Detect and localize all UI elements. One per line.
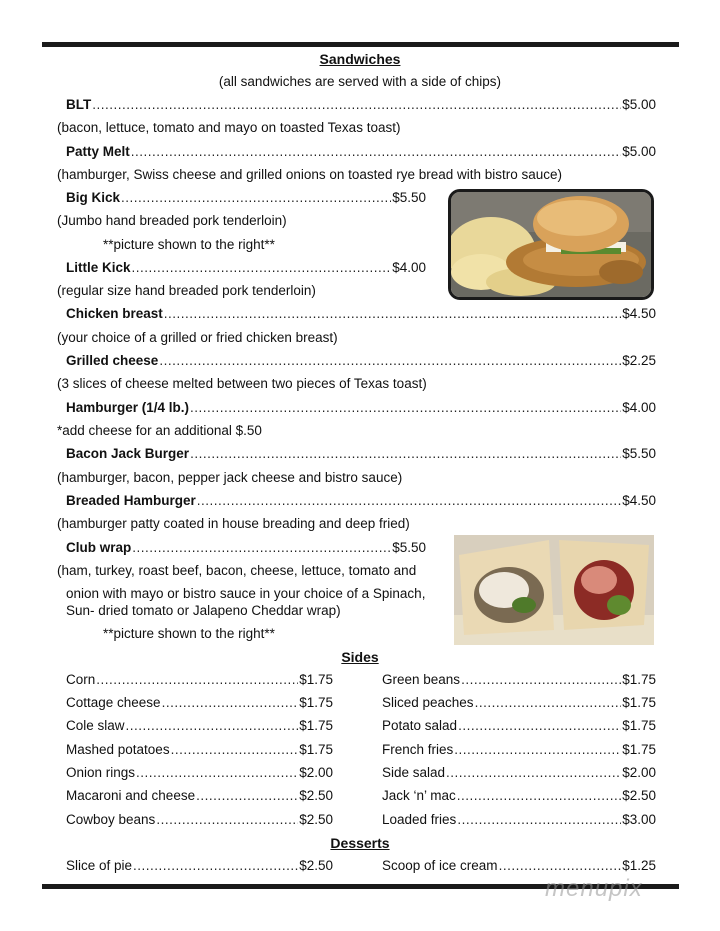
menu-item-blt	[66, 97, 656, 112]
item-price: $1.75	[622, 672, 656, 687]
item-price: $2.00	[299, 765, 333, 780]
item-name: BLT	[66, 97, 92, 112]
item-name: Hamburger (1/4 lb.)	[66, 400, 190, 415]
item-description: (regular size hand breaded pork tenderloin)	[57, 283, 316, 298]
item-price: $2.25	[622, 353, 656, 368]
item-name: Patty Melt	[66, 144, 130, 159]
item-description: (your choice of a grilled or fried chicken breast)	[57, 330, 338, 345]
item-price: $5.50	[392, 540, 426, 555]
menu-item-patty-melt	[66, 144, 656, 159]
tenderloin-sandwich-image	[451, 192, 651, 297]
item-price: $1.75	[622, 718, 656, 733]
item-name: Jack ‘n’ mac	[382, 788, 456, 803]
side-item	[66, 695, 333, 710]
item-price: $1.75	[622, 695, 656, 710]
side-item	[382, 718, 656, 733]
leader-dots	[159, 353, 621, 368]
item-name: Little Kick	[66, 260, 131, 275]
side-item	[382, 812, 656, 827]
leader-dots	[457, 812, 621, 827]
club-wrap-photo	[454, 535, 654, 645]
side-item	[382, 765, 656, 780]
item-price: $5.50	[622, 446, 656, 461]
item-price: $1.75	[299, 742, 333, 757]
leader-dots	[196, 788, 298, 803]
leader-dots	[126, 718, 299, 733]
item-description-line-3: Sun- dried tomato or Jalapeno Cheddar wrap)	[66, 603, 341, 618]
leader-dots	[133, 858, 298, 873]
dessert-item	[66, 858, 333, 873]
item-price: $1.75	[299, 718, 333, 733]
item-name: Side salad	[382, 765, 446, 780]
leader-dots	[475, 695, 622, 710]
sandwiches-heading: Sandwiches	[319, 51, 401, 67]
tenderloin-sandwich-photo	[448, 189, 654, 300]
item-name: Club wrap	[66, 540, 132, 555]
item-name: Big Kick	[66, 190, 121, 205]
item-price: $4.00	[392, 260, 426, 275]
menu-item-club-wrap	[66, 540, 426, 555]
dessert-item	[382, 858, 656, 873]
top-rule	[42, 42, 679, 47]
item-price: $5.00	[622, 97, 656, 112]
item-description: (bacon, lettuce, tomato and mayo on toasted Texas toast)	[57, 120, 401, 135]
item-name: French fries	[382, 742, 454, 757]
club-wrap-image	[454, 535, 654, 645]
menu-item-breaded-hamburger	[66, 493, 656, 508]
item-price: $2.50	[299, 858, 333, 873]
item-name: Chicken breast	[66, 306, 163, 321]
leader-dots	[132, 260, 392, 275]
menu-item-big-kick	[66, 190, 426, 205]
item-price: $2.00	[622, 765, 656, 780]
picture-note: **picture shown to the right**	[103, 237, 275, 252]
menu-item-little-kick	[66, 260, 426, 275]
item-name: Cottage cheese	[66, 695, 161, 710]
item-price: $3.00	[622, 812, 656, 827]
side-item	[66, 765, 333, 780]
item-name: Cole slaw	[66, 718, 125, 733]
item-name: Onion rings	[66, 765, 136, 780]
item-description: (hamburger, Swiss cheese and grilled onions on toasted rye bread with bistro sauce)	[57, 167, 563, 182]
item-description: (3 slices of cheese melted between two pieces of Texas toast)	[57, 376, 427, 391]
desserts-heading: Desserts	[330, 835, 390, 851]
item-price: $1.75	[622, 742, 656, 757]
side-item	[382, 695, 656, 710]
item-name: Cowboy beans	[66, 812, 156, 827]
leader-dots	[458, 718, 621, 733]
side-item	[382, 788, 656, 803]
item-name: Loaded fries	[382, 812, 457, 827]
leader-dots	[132, 540, 391, 555]
leader-dots	[446, 765, 621, 780]
item-description: (ham, turkey, roast beef, bacon, cheese, lettuce, tomato and	[57, 563, 417, 578]
item-description: (hamburger, bacon, pepper jack cheese and bistro sauce)	[57, 470, 403, 485]
item-description-line-2: onion with mayo or bistro sauce in your choice of a Spinach,	[66, 586, 426, 601]
item-description: (hamburger patty coated in house breading and deep fried)	[57, 516, 410, 531]
leader-dots	[156, 812, 298, 827]
item-price: $1.25	[622, 858, 656, 873]
leader-dots	[96, 672, 298, 687]
leader-dots	[121, 190, 391, 205]
item-name: Slice of pie	[66, 858, 133, 873]
item-name: Bacon Jack Burger	[66, 446, 190, 461]
item-price: $5.50	[392, 190, 426, 205]
item-price: $4.50	[622, 306, 656, 321]
item-price: $4.00	[622, 400, 656, 415]
leader-dots	[454, 742, 621, 757]
item-name: Sliced peaches	[382, 695, 474, 710]
item-name: Mashed potatoes	[66, 742, 170, 757]
picture-note: **picture shown to the right**	[103, 626, 275, 641]
leader-dots	[171, 742, 299, 757]
item-description: *add cheese for an additional $.50	[57, 423, 262, 438]
leader-dots	[190, 446, 621, 461]
side-item	[66, 718, 333, 733]
leader-dots	[197, 493, 621, 508]
side-item	[66, 742, 333, 757]
side-item	[382, 742, 656, 757]
leader-dots	[190, 400, 621, 415]
item-name: Grilled cheese	[66, 353, 159, 368]
item-name: Scoop of ice cream	[382, 858, 498, 873]
item-price: $5.00	[622, 144, 656, 159]
item-price: $2.50	[299, 788, 333, 803]
item-name: Potato salad	[382, 718, 458, 733]
menu-item-chicken-breast	[66, 306, 656, 321]
item-name: Breaded Hamburger	[66, 493, 196, 508]
leader-dots	[499, 858, 622, 873]
item-price: $2.50	[622, 788, 656, 803]
side-item	[66, 672, 333, 687]
item-price: $1.75	[299, 672, 333, 687]
menu-item-grilled-cheese	[66, 353, 656, 368]
item-name: Green beans	[382, 672, 461, 687]
leader-dots	[162, 695, 299, 710]
item-name: Corn	[66, 672, 96, 687]
side-item	[66, 788, 333, 803]
leader-dots	[92, 97, 621, 112]
item-price: $1.75	[299, 695, 333, 710]
side-item	[66, 812, 333, 827]
item-price: $2.50	[299, 812, 333, 827]
leader-dots	[136, 765, 298, 780]
menupix-watermark: menupix	[545, 875, 643, 902]
sides-heading: Sides	[341, 649, 379, 665]
leader-dots	[164, 306, 621, 321]
item-price: $4.50	[622, 493, 656, 508]
menu-item-hamburger	[66, 400, 656, 415]
leader-dots	[457, 788, 621, 803]
leader-dots	[131, 144, 621, 159]
leader-dots	[461, 672, 621, 687]
side-item	[382, 672, 656, 687]
item-name: Macaroni and cheese	[66, 788, 196, 803]
item-description: (Jumbo hand breaded pork tenderloin)	[57, 213, 287, 228]
menu-item-bacon-jack-burger	[66, 446, 656, 461]
sandwiches-note: (all sandwiches are served with a side of chips)	[218, 74, 502, 89]
